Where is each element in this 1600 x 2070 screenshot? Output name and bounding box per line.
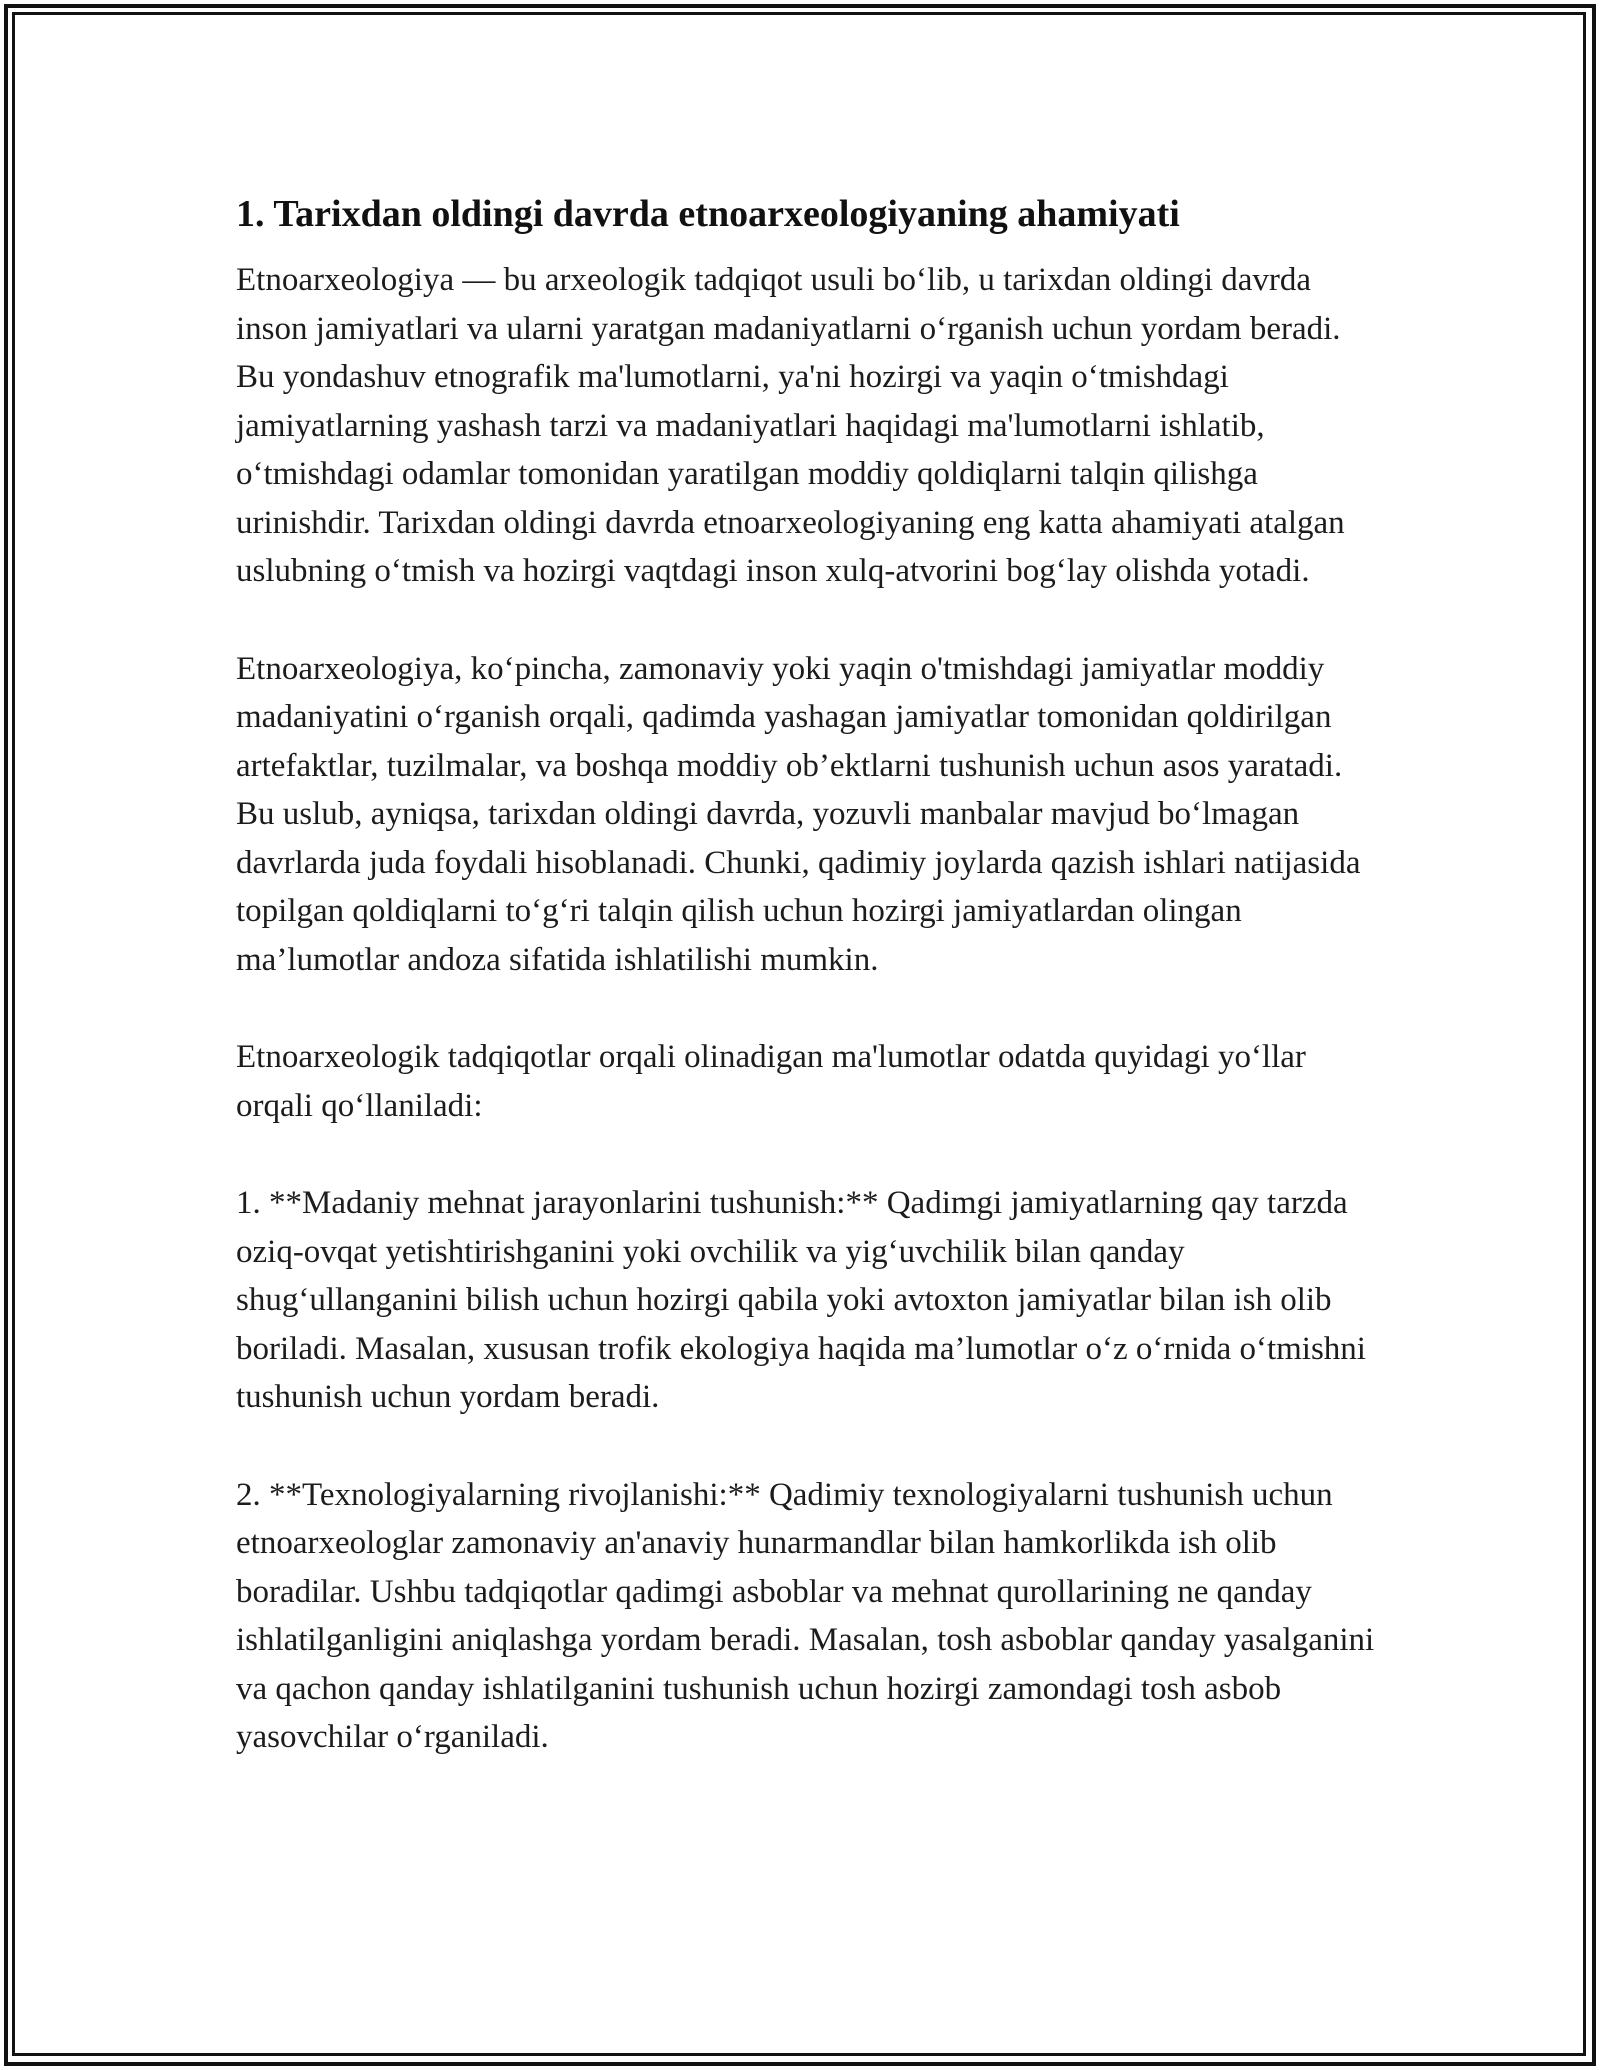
section-heading: 1. Tarixdan oldingi davrda etnoarxeologiyaning ahamiyati	[236, 193, 1180, 235]
paragraph-usage-intro: Etnoarxeologik tadqiqotlar orqali olinadigan ma'lumotlar odatda quyidagi yo‘llar orqali qo‘llaniladi:	[236, 1039, 1306, 1124]
list-item-1: 1. **Madaniy mehnat jarayonlarini tushunish:** Qadimgi jamiyatlarning qay tarzda oziq-ovqat yetishtirishganini yoki ovchilik va yig‘uvchilik bilan qanday shug‘ullanganini bilish uchun hozirgi qabila yoki avtoxton jamiyatlar bilan ish olib boriladi. Masalan, xususan trofik ekologiya haqida ma’lumotlar o‘z o‘rnida o‘tmishni tushunish uchun yordam beradi.	[236, 1185, 1366, 1415]
paragraph-intro: Etnoarxeologiya — bu arxeologik tadqiqot usuli bo‘lib, u tarixdan oldingi davrda inson jamiyatlari va ularni yaratgan madaniyatlarni o‘rganish uchun yordam beradi. Bu yondashuv etnografik ma'lumotlarni, ya'ni hozirgi va yaqin o‘tmishdagi jamiyatlarning yashash tarzi va madaniyatlari haqidagi ma'lumotlarni ishlatib, o‘tmishdagi odamlar tomonidan yaratilgan moddiy qoldiqlarni talqin qilishga urinishdir. Tarixdan oldingi davrda etnoarxeologiyaning eng katta ahamiyati atalgan uslubning o‘tmish va hozirgi vaqtdagi inson xulq-atvorini bog‘lay olishda yotadi.	[236, 262, 1345, 589]
document-body	[236, 188, 1376, 1762]
paragraph-method: Etnoarxeologiya, ko‘pincha, zamonaviy yoki yaqin o'tmishdagi jamiyatlar moddiy madaniyatini o‘rganish orqali, qadimda yashagan jamiyatlar tomonidan qoldirilgan artefaktlar, tuzilmalar, va boshqa moddiy ob’ektlarni tushunish uchun asos yaratadi. Bu uslub, ayniqsa, tarixdan oldingi davrda, yozuvli manbalar mavjud bo‘lmagan davrlarda juda foydali hisoblanadi. Chunki, qadimiy joylarda qazish ishlari natijasida topilgan qoldiqlarni to‘g‘ri talqin qilish uchun hozirgi jamiyatlardan olingan ma’lumotlar andoza sifatida ishlatilishi mumkin.	[236, 650, 1361, 978]
list-item-2: 2. **Texnologiyalarning rivojlanishi:** Qadimiy texnologiyalarni tushunish uchun etnoarxeologlar zamonaviy an'anaviy hunarmandlar bilan hamkorlikda ish olib boradilar. Ushbu tadqiqotlar qadimgi asboblar va mehnat qurollarining ne qanday ishlatilganligini aniqlashga yordam beradi. Masalan, tosh asboblar qanday yasalganini va qachon qanday ishlatilganini tushunish uchun hozirgi zamondagi tosh asbob yasovchilar o‘rganiladi.	[236, 1476, 1375, 1755]
